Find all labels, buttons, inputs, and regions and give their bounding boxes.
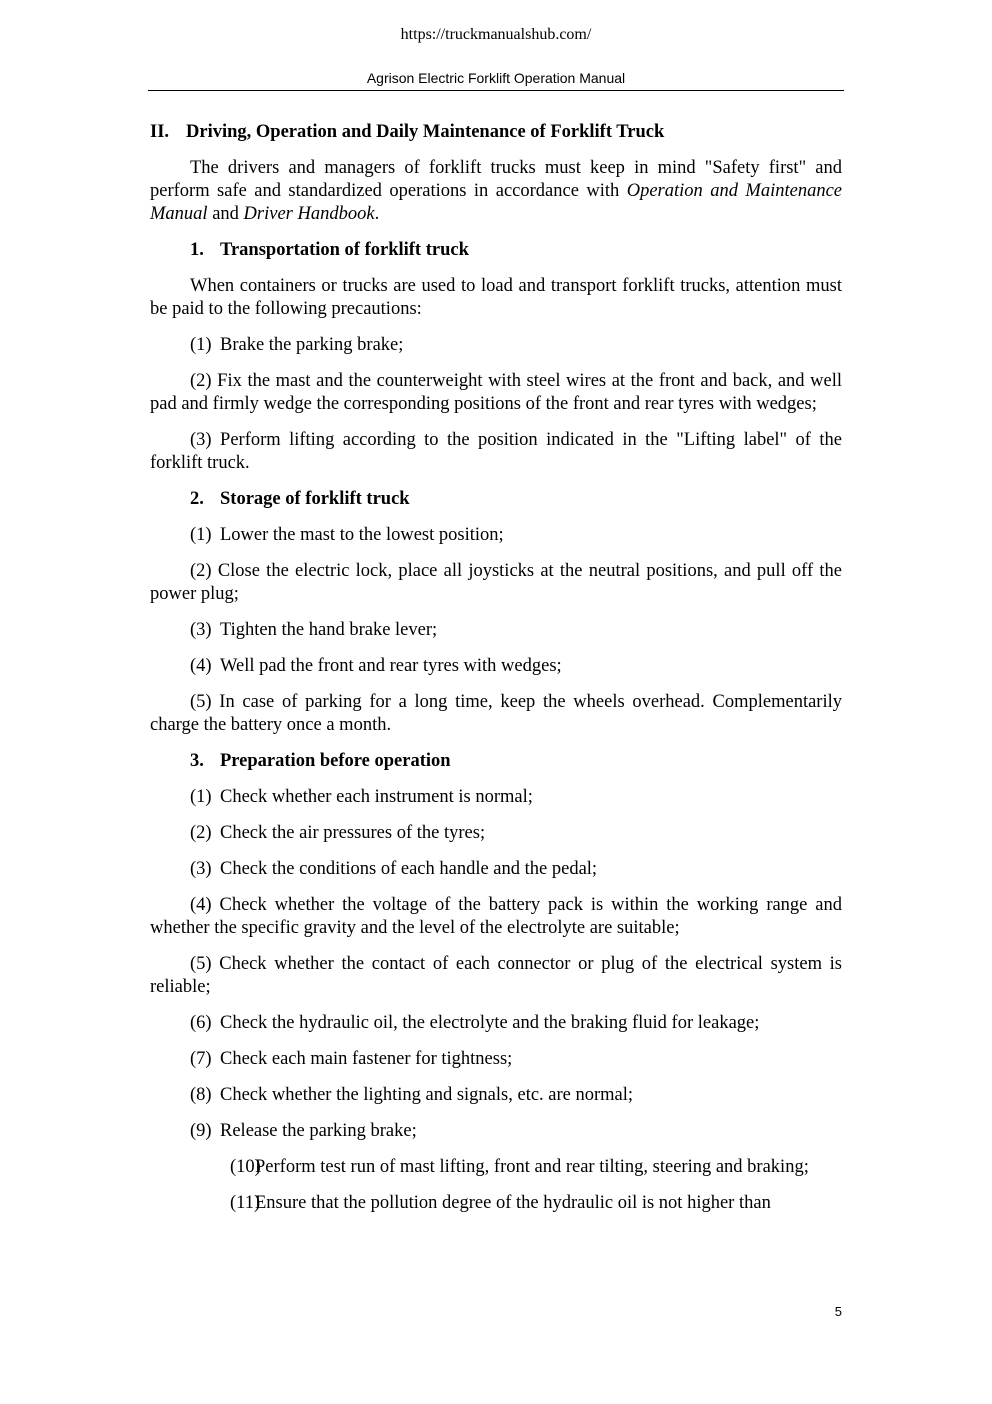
list-item [150, 560, 842, 606]
subsection-title: Storage of forklift truck [220, 489, 410, 509]
subsection-number: 2. [190, 489, 204, 509]
item-number: (5) [190, 692, 212, 712]
item-number: (4) [190, 895, 212, 915]
item-text: In case of parking for a long time, keep the wheels overhead. Complementarily charge the battery once a month. [150, 692, 842, 735]
item-number: (2) [190, 823, 212, 843]
intro-text: and [207, 204, 244, 224]
list-item [150, 1084, 842, 1107]
item-text: Well pad the front and rear tyres with wedges; [220, 656, 562, 676]
subsection-number: 3. [190, 751, 204, 771]
item-number: (2) [190, 371, 212, 391]
list-item [150, 822, 842, 845]
running-header-title: Agrison Electric Forklift Operation Manual [366, 70, 626, 86]
item-text: Tighten the hand brake lever; [220, 620, 438, 640]
item-text: Check the air pressures of the tyres; [220, 823, 486, 843]
list-item [150, 953, 842, 999]
item-text: Check whether the lighting and signals, etc. are normal; [220, 1085, 634, 1105]
item-number: (3) [190, 430, 212, 450]
item-text: Perform test run of mast lifting, front and rear tilting, steering and braking; [255, 1157, 809, 1177]
item-text: Check whether the voltage of the battery pack is within the working range and whether the specific gravity and the level of the electrolyte are suitable; [150, 895, 843, 938]
item-number: (7) [190, 1049, 212, 1069]
list-item [150, 655, 842, 678]
list-item [150, 691, 842, 737]
header-rule [148, 90, 844, 91]
item-text: Perform lifting according to the position indicated in the "Lifting label" of the forklift truck. [150, 430, 842, 473]
intro-handbook-title: Driver Handbook [243, 204, 375, 224]
item-number: (6) [190, 1013, 212, 1033]
list-item [150, 370, 842, 416]
item-number: (11) [230, 1193, 261, 1213]
item-text: Release the parking brake; [220, 1121, 417, 1141]
list-item [150, 786, 842, 809]
list-item [150, 894, 842, 940]
item-text: Fix the mast and the counterweight with steel wires at the front and back, and well pad and firmly wedge the corresponding positions of the front and rear tyres with wedges; [150, 371, 842, 414]
subsection-title: Preparation before operation [220, 751, 451, 771]
item-number: (8) [190, 1085, 212, 1105]
list-item [150, 334, 842, 357]
item-number: (1) [190, 335, 212, 355]
document-body [150, 121, 842, 1228]
item-number: (2) [190, 561, 212, 581]
item-number: (1) [190, 525, 212, 545]
section-number: II. [150, 122, 170, 142]
section-title: Driving, Operation and Daily Maintenance of Forklift Truck [186, 122, 665, 142]
subsection-heading [150, 488, 842, 511]
item-number: (5) [190, 954, 212, 974]
list-item [150, 1156, 842, 1179]
item-text: Check the conditions of each handle and the pedal; [220, 859, 598, 879]
list-item [150, 619, 842, 642]
subsection-number: 1. [190, 240, 204, 260]
item-text: Check whether the contact of each connector or plug of the electrical system is reliable; [150, 954, 843, 997]
item-number: (1) [190, 787, 212, 807]
list-item [150, 1012, 842, 1035]
item-text: Lower the mast to the lowest position; [220, 525, 504, 545]
section-intro [150, 157, 842, 226]
intro-manual-title: Operation and Maintenance Manual [150, 181, 842, 224]
list-item [150, 1192, 842, 1215]
item-number: (4) [190, 656, 212, 676]
item-text: Brake the parking brake; [220, 335, 404, 355]
page-number: 5 [834, 1304, 842, 1319]
list-item [150, 1120, 842, 1143]
list-item [150, 524, 842, 547]
subsection-heading [150, 750, 842, 773]
item-text: Check the hydraulic oil, the electrolyte and the braking fluid for leakage; [220, 1013, 760, 1033]
subsection-intro: When containers or trucks are used to load and transport forklift trucks, attention must be paid to the following precautions: [150, 276, 842, 319]
item-number: (9) [190, 1121, 212, 1141]
item-text: Check whether each instrument is normal; [220, 787, 533, 807]
subsection-title: Transportation of forklift truck [220, 240, 469, 260]
item-text: Ensure that the pollution degree of the hydraulic oil is not higher than [255, 1193, 771, 1213]
list-item [150, 858, 842, 881]
item-text: Close the electric lock, place all joysticks at the neutral positions, and pull off the power plug; [150, 561, 843, 604]
list-item [150, 1048, 842, 1071]
item-number: (3) [190, 859, 212, 879]
subsection-heading [150, 239, 842, 262]
item-number: (10) [230, 1157, 261, 1177]
item-text: Check each main fastener for tightness; [220, 1049, 513, 1069]
list-item [150, 429, 842, 475]
intro-text: The drivers and managers of forklift trucks must keep in mind "Safety first" and perform safe and standardized operations in accordance with [150, 158, 842, 201]
source-url: https://truckmanualshub.com/ [400, 26, 592, 43]
intro-text: . [374, 204, 380, 224]
item-number: (3) [190, 620, 212, 640]
section-heading [150, 121, 842, 144]
